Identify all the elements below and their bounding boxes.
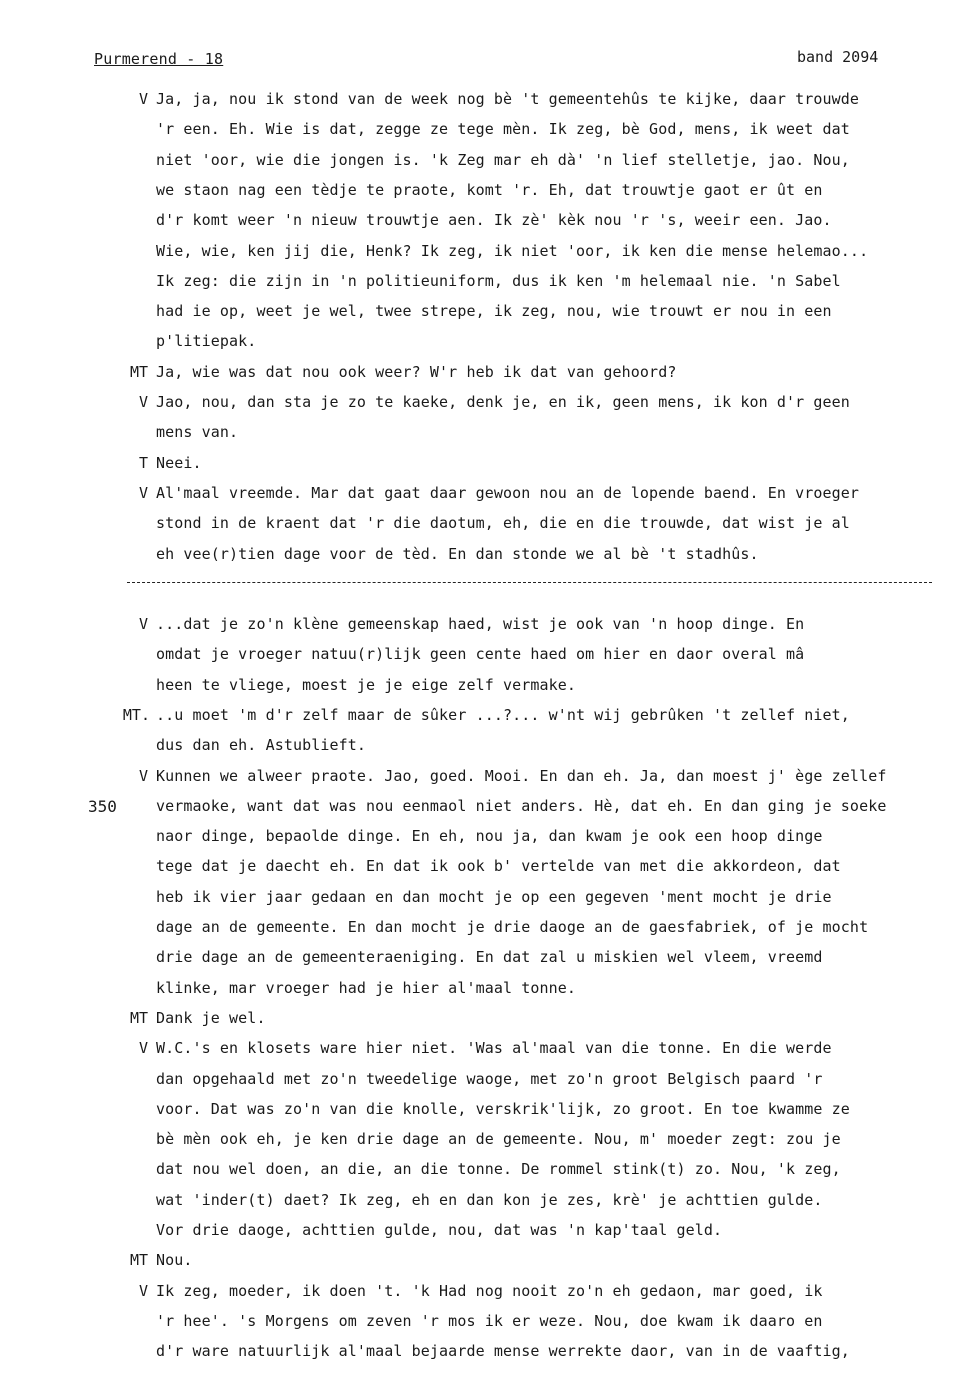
transcript-line: stond in de kraent dat 'r die daotum, eh, die en die trouwde, dat wist je al	[156, 514, 850, 533]
transcript-line: dat nou wel doen, an die, an die tonne. De rommel stink(t) zo. Nou, 'k zeg,	[156, 1160, 841, 1179]
speaker-label: MT	[129, 362, 148, 381]
transcript-line: omdat je vroeger natuu(r)lijk geen cente haed om hier en daor overal mâ	[156, 645, 805, 664]
speaker-label: V	[138, 1039, 148, 1058]
transcript-line: had ie op, weet je wel, twee strepe, ik zeg, nou, wie trouwt er nou in een	[156, 302, 832, 321]
transcript-line: klinke, mar vroeger had je hier al'maal tonne.	[156, 978, 577, 997]
transcript-line: heen te vliege, moest je je eige zelf vermake.	[156, 675, 577, 694]
transcript-line: dage an de gemeente. En dan mocht je drie daoge an de gaesfabriek, of je mocht	[156, 918, 869, 936]
speaker-label: V	[138, 90, 148, 108]
transcript-line: Ja, wie was dat nou ook weer? W'r heb ik dat van gehoord?	[156, 362, 677, 381]
section-divider	[127, 582, 932, 583]
transcript-line: niet 'oor, wie die jongen is. 'k Zeg mar eh dà' 'n lief stelletje, jao. Nou,	[156, 150, 850, 169]
speaker-label: V	[138, 766, 148, 785]
speaker-label: MT.	[122, 705, 150, 724]
transcript-line: p'litiepak.	[156, 332, 257, 351]
transcript-line: drie dage an de gemeenteraeniging. En dat zal u miskien wel vleem, vreemd	[156, 948, 823, 967]
transcript-line: d'r ware natuurlijk al'maal bejaarde mense werrekte daor, van in de vaaftig,	[156, 1342, 850, 1361]
speaker-label: V	[138, 615, 148, 633]
transcript-line: tege dat je daecht eh. En dat ik ook b' vertelde van met die akkordeon, dat	[156, 857, 841, 876]
speaker-label: V	[138, 393, 148, 411]
transcript-line: Wie, wie, ken jij die, Henk? Ik zeg, ik niet 'oor, ik ken die mense helemao...	[156, 241, 869, 260]
transcript-line: W.C.'s en klosets ware hier niet. 'Was al'maal van die tonne. En die werde	[156, 1039, 832, 1058]
transcript-line: vermaoke, want dat was nou eenmaol niet anders. Hè, dat eh. En dan ging je soeke	[156, 796, 887, 815]
transcript-line: mens van.	[156, 423, 239, 442]
speaker-label: T	[138, 453, 148, 472]
transcript-line: 'r hee'. 's Morgens om zeven 'r mos ik er weze. Nou, doe kwam ik daaro en	[156, 1311, 823, 1330]
transcript-line: Kunnen we alweer praote. Jao, goed. Mooi. En dan eh. Ja, dan moest j' ège zellef	[156, 766, 887, 785]
transcript-line: Dank je wel.	[156, 1008, 266, 1027]
transcript-line: voor. Dat was zo'n van die knolle, verskrik'lijk, zo groot. En toe kwamme ze	[156, 1099, 850, 1118]
transcript-line: Ja, ja, nou ik stond van de week nog bè 't gemeentehûs te kijke, daar trouwde	[156, 90, 860, 108]
transcript-line: dan opgehaald met zo'n tweedelige waoge, met zo'n groot Belgisch paard 'r	[156, 1069, 823, 1088]
transcript-line: Vor drie daoge, achttien gulde, nou, dat was 'n kap'taal geld.	[156, 1221, 723, 1239]
transcript-line: Neei.	[156, 453, 202, 472]
transcript-line: 'r een. Eh. Wie is dat, zegge ze tege mèn. Ik zeg, bè God, mens, ik weet dat	[156, 120, 850, 139]
transcript-line: Jao, nou, dan sta je zo te kaeke, denk je, en ik, geen mens, ik kon d'r geen	[156, 393, 850, 411]
margin-counter-number: 350	[88, 796, 117, 816]
transcript-line: Ik zeg, moeder, ik doen 't. 'k Had nog nooit zo'n eh gedaon, mar goed, ik	[156, 1281, 823, 1300]
transcript-line: Al'maal vreemde. Mar dat gaat daar gewoon nou an de lopende baend. En vroeger	[156, 483, 860, 502]
transcript-line: eh vee(r)tien dage voor de tèd. En dan stonde we al bè 't stadhûs.	[156, 544, 759, 563]
transcript-line: bè mèn ook eh, je ken drie dage an de gemeente. Nou, m' moeder zegt: zou je	[156, 1130, 841, 1149]
transcript-line: heb ik vier jaar gedaan en dan mocht je op een gegeven 'ment mocht je drie	[156, 887, 832, 906]
transcript-line: ..u moet 'm d'r zelf maar de sûker ...?... w'nt wij gebrûken 't zellef niet,	[156, 705, 850, 724]
transcript-line: dus dan eh. Astublieft.	[156, 736, 367, 755]
transcript-line: ...dat je zo'n klène gemeenskap haed, wist je ook van 'n hoop dinge. En	[156, 615, 805, 633]
transcript-line: Nou.	[156, 1251, 193, 1270]
transcript-line: wat 'inder(t) daet? Ik zeg, eh en dan kon je zes, krè' je achttien gulde.	[156, 1190, 823, 1209]
speaker-label: V	[138, 483, 148, 502]
transcript-line: naor dinge, bepaolde dinge. En eh, nou ja, dan kwam je ook een hoop dinge	[156, 827, 823, 846]
speaker-label: V	[138, 1281, 148, 1300]
transcript-line: d'r komt weer 'n nieuw trouwtje aen. Ik zè' kèk nou 'r 's, weeir een. Jao.	[156, 211, 832, 230]
page-header-tape: band 2094	[797, 48, 879, 66]
page-header-location: Purmerend - 18	[94, 50, 224, 68]
speaker-label: MT	[129, 1251, 148, 1270]
transcript-line: Ik zeg: die zijn in 'n politieuniform, dus ik ken 'm helemaal nie. 'n Sabel	[156, 271, 841, 290]
speaker-label: MT	[129, 1008, 148, 1027]
transcript-line: we staon nag een tèdje te praote, komt 'r. Eh, dat trouwtje gaot er ût en	[156, 180, 823, 199]
